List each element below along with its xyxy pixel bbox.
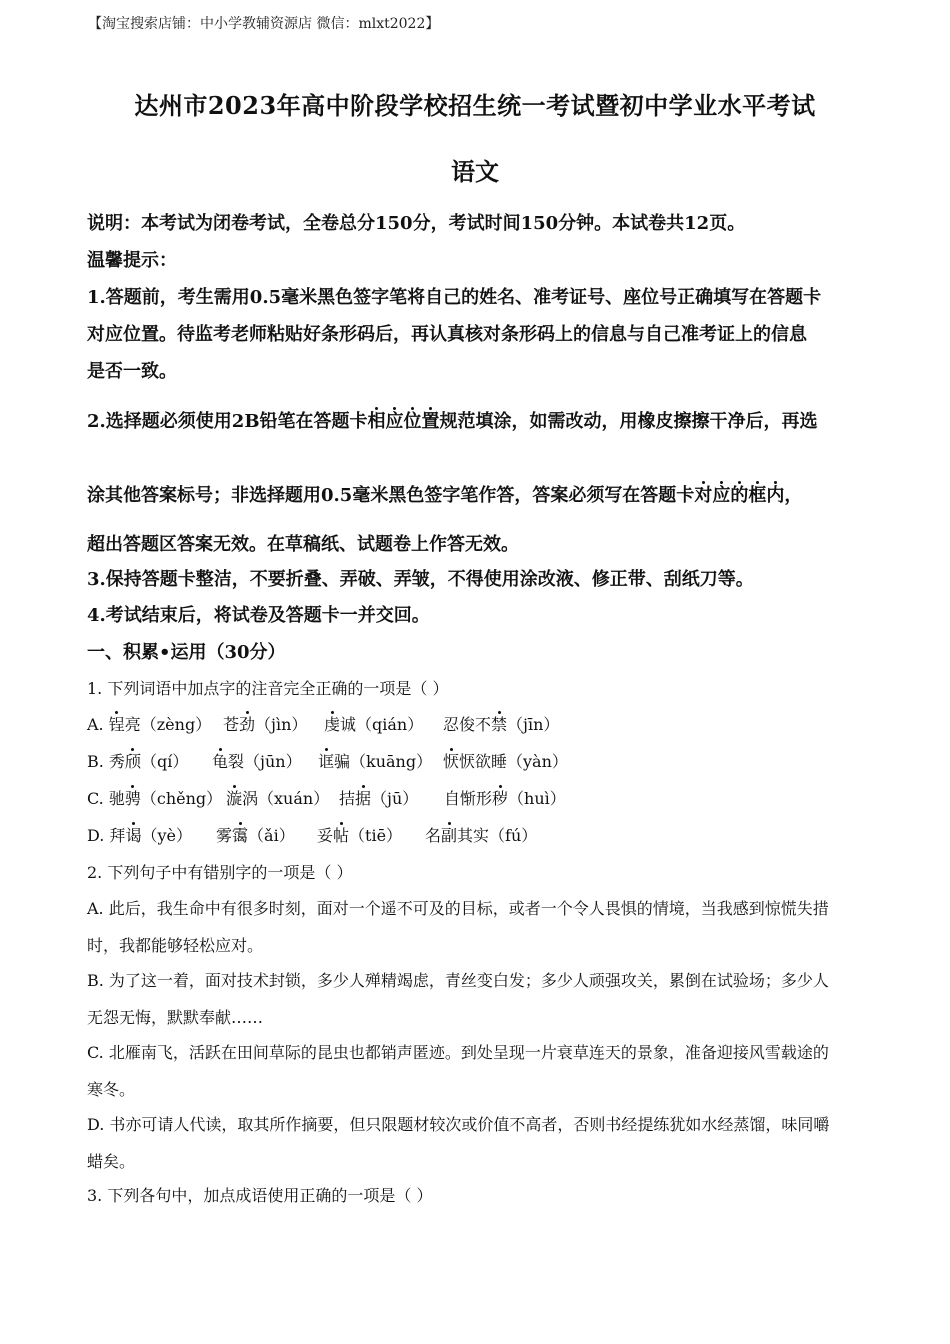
q1-c-item	[444, 786, 566, 809]
item-suffix: （chěng）	[140, 789, 223, 808]
question-2-stem: 2. 下列句子中有错别字的一项是（ ）	[87, 863, 353, 882]
exam-statement: 说明：本考试为闭卷考试，全卷总分150分，考试时间150分钟。本试卷共12页。	[87, 213, 746, 234]
item-suffix: （yè）	[141, 826, 192, 845]
item-suffix: 其实（fú）	[457, 826, 538, 845]
item-suffix: 诚（qián）	[340, 715, 424, 734]
dotted-character: 禁	[491, 715, 508, 734]
q1-d-item	[425, 823, 537, 846]
dotted-character: 颀	[124, 752, 141, 771]
item-prefix: 忍俊不	[443, 715, 492, 734]
q2-option-a-line-1: A. 此后，我生命中有很多时刻，面对一个遥不可及的目标，或者一个令人畏惧的情境，当我感到惊慌失措	[87, 899, 829, 918]
question-3-stem: 3. 下列各句中，加点成语使用正确的一项是（ ）	[87, 1186, 433, 1205]
tip-3: 3.保持答题卡整洁，不要折叠、弄破、弄皱，不得使用涂改液、修正带、刮纸刀等。	[87, 569, 754, 590]
item-prefix: B. 秀	[87, 752, 125, 771]
emphasis-char: 框	[748, 485, 767, 506]
dotted-character: 恹	[443, 752, 460, 771]
item-suffix: （huì）	[508, 789, 566, 808]
dotted-character: 龟	[212, 752, 229, 771]
q2-option-a-line-2: 时，我都能够轻松应对。	[87, 936, 264, 955]
item-prefix: C. 驰	[87, 789, 125, 808]
q2-option-d-line-1: D. 书亦可请人代读，取其所作摘要，但只限题材较次或价值不高者，否则书经提练犹如水经蒸馏，味同嚼	[87, 1115, 830, 1134]
item-suffix: 恹欲睡（yàn）	[459, 752, 568, 771]
tip-2-line-1-pre: 2.选择题必须使用2B铅笔在答题卡	[87, 411, 368, 432]
item-suffix: （qí）	[140, 752, 189, 771]
tip-2-line-2-pre: 涂其他答案标号；非选择题用0.5毫米黑色签字笔作答，答案必须写在答题卡	[87, 485, 695, 506]
tips-label: 温馨提示：	[87, 250, 177, 271]
q1-c-item	[87, 786, 222, 809]
emphasis-char: 应	[385, 411, 404, 432]
item-suffix: 骗（kuāng）	[334, 752, 433, 771]
item-suffix: 涡（xuán）	[242, 789, 330, 808]
dotted-character: 虔	[324, 715, 341, 734]
item-prefix: A.	[87, 715, 109, 734]
dotted-character: 诓	[318, 752, 335, 771]
dotted-character: 锃	[108, 715, 125, 734]
emphasis-char: 位	[403, 411, 422, 432]
exam-title: 达州市2023年高中阶段学校招生统一考试暨初中学业水平考试	[134, 91, 816, 120]
q1-b-item	[87, 749, 188, 772]
q2-option-d-line-2: 蜡矣。	[87, 1152, 136, 1171]
item-prefix: 拮	[339, 789, 356, 808]
emphasis-char: 内	[766, 485, 785, 506]
dotted-character: 帖	[333, 826, 350, 845]
emphasis-char: 应	[712, 485, 731, 506]
item-prefix: D. 拜	[87, 826, 126, 845]
subject-title: 语文	[451, 157, 499, 186]
section-heading: 一、积累•运用（30分）	[87, 642, 286, 663]
dotted-character: 副	[441, 826, 458, 845]
q1-b-item	[318, 749, 432, 772]
item-prefix: 名	[425, 826, 442, 845]
q1-b-item	[443, 749, 568, 772]
tip-2-line-2-emphasis	[694, 485, 784, 506]
tip-2-line-2	[87, 481, 802, 507]
tip-1-line-2: 对应位置。待监考老师粘贴好条形码后，再认真核对条形码上的信息与自己准考证上的信息	[87, 324, 807, 345]
tip-1-line-3: 是否一致。	[87, 361, 177, 382]
tip-2-line-1-post: 规范填涂，如需改动，用橡皮擦擦干净后，再选	[439, 411, 818, 432]
q1-a-item	[443, 712, 559, 735]
item-prefix: 自惭形	[444, 789, 493, 808]
tip-2-line-3: 超出答题区答案无效。在草稿纸、试题卷上作答无效。	[87, 534, 519, 555]
emphasis-char: 的	[730, 485, 749, 506]
item-suffix: 裂（jūn）	[228, 752, 302, 771]
dotted-character: 据	[355, 789, 372, 808]
q2-option-b-line-1: B. 为了这一着，面对技术封锁，多少人殚精竭虑，青丝变白发；多少人顽强攻关，累倒在试验场；多少人	[87, 971, 829, 990]
question-1-stem: 1. 下列词语中加点字的注音完全正确的一项是（ ）	[87, 679, 449, 698]
tip-2-line-1	[87, 407, 818, 433]
item-suffix: （ǎi）	[248, 826, 295, 845]
q1-a-item	[87, 712, 211, 735]
tip-4: 4.考试结束后，将试卷及答题卡一并交回。	[87, 605, 430, 626]
item-suffix: （jū）	[371, 789, 419, 808]
dotted-character: 骋	[124, 789, 141, 808]
item-suffix: （jīn）	[507, 715, 560, 734]
q2-option-c-line-2: 寒冬。	[87, 1080, 136, 1099]
item-suffix: 亮（zèng）	[124, 715, 212, 734]
tip-2-line-2-post: ，	[784, 485, 803, 506]
item-suffix: （jìn）	[255, 715, 308, 734]
q1-d-item	[216, 823, 295, 846]
q1-d-item	[87, 823, 192, 846]
emphasis-char: 相	[367, 411, 386, 432]
q1-c-item	[226, 786, 329, 809]
item-prefix: 苍	[223, 715, 240, 734]
emphasis-char: 置	[421, 411, 440, 432]
item-prefix: 妥	[317, 826, 334, 845]
q1-b-item	[212, 749, 302, 772]
item-suffix: （tiē）	[349, 826, 403, 845]
q1-a-item	[223, 712, 307, 735]
q1-c-item	[339, 786, 418, 809]
dotted-character: 劲	[239, 715, 256, 734]
dotted-character: 谒	[125, 826, 142, 845]
q2-option-b-line-2: 无怨无悔，默默奉献……	[87, 1008, 264, 1027]
dotted-character: 漩	[226, 789, 243, 808]
item-prefix: 雾	[216, 826, 233, 845]
tip-1-line-1: 1.答题前，考生需用0.5毫米黑色签字笔将自己的姓名、准考证号、座位号正确填写在答题卡	[87, 287, 822, 308]
dotted-character: 霭	[232, 826, 249, 845]
q2-option-c-line-1: C. 北雁南飞，活跃在田间草际的昆虫也都销声匿迹。到处呈现一片衰草连天的景象，准备迎接风雪载途的	[87, 1043, 829, 1062]
dotted-character: 秽	[492, 789, 509, 808]
q1-a-item	[324, 712, 423, 735]
emphasis-char: 对	[694, 485, 713, 506]
q1-d-item	[317, 823, 402, 846]
tip-2-line-1-emphasis	[368, 411, 440, 432]
header-note: 【淘宝搜索店铺：中小学教辅资源店 微信：mlxt2022】	[88, 16, 440, 32]
